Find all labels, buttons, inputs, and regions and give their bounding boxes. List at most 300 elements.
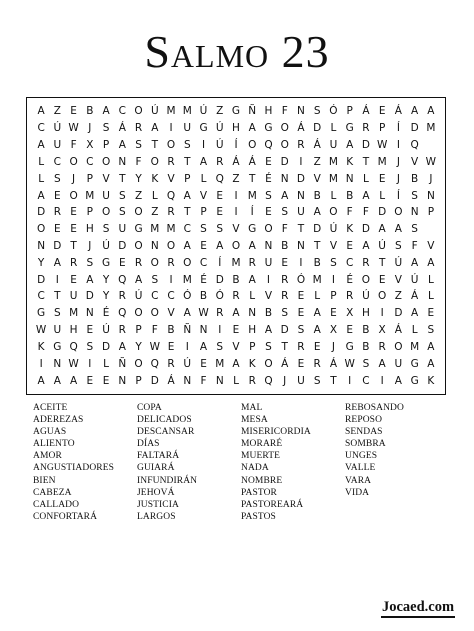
grid-cell[interactable]: Q — [166, 189, 176, 202]
grid-cell[interactable]: A — [362, 189, 370, 202]
grid-cell[interactable]: E — [86, 324, 94, 337]
grid-cell[interactable]: J — [429, 172, 433, 185]
grid-cell[interactable]: E — [378, 172, 386, 185]
grid-cell[interactable]: V — [427, 239, 435, 252]
grid-cell[interactable]: H — [232, 122, 240, 135]
grid-cell[interactable]: D — [102, 340, 111, 353]
grid-cell[interactable]: N — [345, 172, 354, 185]
grid-cell[interactable]: Ú — [199, 105, 208, 118]
grid-cell[interactable]: T — [70, 239, 77, 252]
grid-cell[interactable]: N — [85, 307, 94, 320]
grid-cell[interactable]: V — [232, 223, 240, 236]
grid-cell[interactable]: Ú — [183, 357, 192, 370]
grid-cell[interactable]: Ú — [215, 122, 224, 135]
grid-cell[interactable]: I — [169, 122, 173, 135]
grid-cell[interactable]: V — [329, 239, 338, 252]
grid-cell[interactable]: U — [102, 189, 110, 202]
grid-cell[interactable]: S — [313, 374, 321, 387]
grid-cell[interactable]: I — [396, 139, 400, 152]
grid-cell[interactable]: T — [184, 206, 191, 219]
grid-cell[interactable]: Ú — [378, 239, 386, 252]
grid-cell[interactable]: R — [167, 357, 175, 370]
grid-cell[interactable]: S — [151, 273, 159, 286]
grid-cell[interactable]: I — [234, 206, 238, 219]
grid-cell[interactable]: L — [151, 189, 158, 202]
grid-cell[interactable]: V — [102, 172, 110, 185]
grid-cell[interactable]: Y — [102, 290, 110, 303]
grid-cell[interactable]: O — [361, 273, 371, 286]
grid-cell[interactable]: R — [134, 256, 143, 269]
grid-cell[interactable]: S — [183, 139, 191, 152]
grid-cell[interactable]: I — [169, 273, 173, 286]
grid-cell[interactable]: Á — [394, 324, 402, 337]
grid-cell[interactable] — [423, 137, 439, 154]
grid-cell[interactable]: D — [361, 139, 370, 152]
grid-cell[interactable]: S — [265, 340, 272, 353]
grid-cell[interactable]: P — [249, 340, 256, 353]
grid-cell[interactable]: M — [426, 122, 436, 135]
grid-cell[interactable]: R — [167, 155, 175, 168]
grid-cell[interactable]: A — [183, 239, 191, 252]
grid-cell[interactable]: A — [248, 122, 256, 135]
grid-cell[interactable]: E — [232, 324, 240, 337]
grid-cell[interactable]: H — [85, 223, 94, 236]
grid-cell[interactable]: T — [378, 256, 386, 269]
grid-cell[interactable]: K — [346, 155, 354, 168]
grid-cell[interactable]: A — [216, 239, 224, 252]
grid-cell[interactable]: K — [248, 357, 256, 370]
grid-cell[interactable]: Ó — [215, 290, 224, 303]
grid-cell[interactable]: A — [378, 223, 386, 236]
grid-cell[interactable]: D — [37, 206, 46, 219]
grid-cell[interactable]: D — [394, 307, 403, 320]
grid-cell[interactable]: Ú — [394, 256, 403, 269]
grid-cell[interactable]: W — [35, 324, 47, 337]
grid-cell[interactable]: M — [69, 307, 79, 320]
grid-cell[interactable]: S — [297, 324, 305, 337]
grid-cell[interactable]: A — [427, 340, 435, 353]
grid-cell[interactable]: L — [362, 172, 369, 185]
grid-cell[interactable]: G — [345, 340, 354, 353]
grid-cell[interactable]: W — [198, 307, 209, 320]
grid-cell[interactable]: P — [330, 290, 337, 303]
grid-cell[interactable]: V — [394, 273, 402, 286]
grid-cell[interactable]: Ú — [134, 290, 143, 303]
grid-cell[interactable]: E — [70, 223, 77, 236]
grid-cell[interactable]: G — [410, 357, 419, 370]
grid-cell[interactable]: J — [88, 122, 92, 135]
grid-cell[interactable]: I — [299, 155, 303, 168]
grid-cell[interactable]: O — [134, 105, 143, 118]
grid-cell[interactable]: O — [264, 223, 273, 236]
grid-cell[interactable]: V — [167, 172, 175, 185]
grid-cell[interactable]: S — [118, 189, 126, 202]
grid-cell[interactable]: P — [135, 324, 142, 337]
grid-cell[interactable]: Q — [150, 357, 159, 370]
grid-cell[interactable]: E — [118, 256, 126, 269]
grid-cell[interactable]: M — [166, 105, 176, 118]
grid-cell[interactable]: A — [37, 105, 45, 118]
grid-cell[interactable]: P — [102, 139, 110, 152]
grid-cell[interactable]: I — [201, 139, 206, 152]
grid-cell[interactable]: O — [329, 206, 338, 219]
grid-cell[interactable]: I — [348, 374, 352, 387]
grid-cell[interactable]: J — [88, 239, 92, 252]
grid-cell[interactable]: Y — [135, 172, 142, 185]
grid-cell[interactable]: O — [280, 122, 289, 135]
grid-cell[interactable]: Ú — [215, 139, 224, 152]
grid-cell[interactable]: A — [86, 273, 94, 286]
grid-cell[interactable]: V — [232, 340, 240, 353]
grid-cell[interactable]: Ñ — [118, 357, 127, 370]
grid-cell[interactable]: Q — [118, 307, 127, 320]
grid-cell[interactable]: M — [150, 223, 160, 236]
grid-cell[interactable]: N — [248, 307, 257, 320]
grid-cell[interactable]: G — [264, 122, 273, 135]
grid-cell[interactable]: D — [313, 122, 322, 135]
grid-cell[interactable]: G — [345, 122, 354, 135]
grid-cell[interactable]: L — [411, 324, 418, 337]
grid-cell[interactable]: L — [233, 374, 239, 387]
grid-cell[interactable]: U — [329, 139, 338, 152]
grid-cell[interactable]: S — [330, 256, 337, 269]
grid-cell[interactable]: O — [134, 307, 143, 320]
grid-cell[interactable]: A — [313, 324, 321, 337]
grid-cell[interactable]: K — [151, 172, 159, 185]
grid-cell[interactable]: D — [280, 324, 289, 337]
grid-cell[interactable]: N — [297, 239, 305, 252]
grid-cell[interactable]: A — [199, 340, 208, 353]
grid-cell[interactable]: E — [378, 105, 386, 118]
grid-cell[interactable]: L — [38, 155, 45, 168]
grid-cell[interactable]: S — [54, 172, 61, 185]
grid-cell[interactable]: R — [297, 139, 305, 152]
grid-cell[interactable]: Ú — [150, 105, 159, 118]
grid-cell[interactable]: N — [215, 374, 224, 387]
grid-cell[interactable]: L — [427, 273, 434, 286]
grid-cell[interactable]: M — [377, 155, 387, 168]
grid-cell[interactable]: Ñ — [183, 324, 192, 337]
grid-cell[interactable]: I — [331, 273, 335, 286]
grid-cell[interactable]: H — [264, 105, 273, 118]
grid-cell[interactable]: Q — [69, 340, 78, 353]
grid-cell[interactable]: S — [86, 256, 94, 269]
grid-cell[interactable]: A — [411, 256, 419, 269]
grid-cell[interactable]: Ú — [102, 239, 110, 252]
grid-cell[interactable]: D — [296, 172, 305, 185]
grid-cell[interactable]: E — [297, 357, 305, 370]
grid-cell[interactable]: O — [69, 155, 78, 168]
grid-cell[interactable]: E — [86, 374, 94, 387]
grid-cell[interactable]: V — [264, 290, 273, 303]
grid-cell[interactable]: M — [247, 189, 257, 202]
grid-cell[interactable]: T — [151, 139, 158, 152]
grid-cell[interactable]: F — [281, 105, 288, 118]
grid-cell[interactable]: E — [265, 155, 272, 168]
grid-cell[interactable]: M — [231, 256, 241, 269]
grid-cell[interactable]: É — [102, 307, 110, 320]
grid-cell[interactable]: X — [329, 324, 338, 337]
grid-cell[interactable]: N — [297, 105, 305, 118]
grid-cell[interactable]: A — [313, 206, 321, 219]
grid-cell[interactable]: U — [297, 374, 305, 387]
grid-cell[interactable]: L — [38, 172, 45, 185]
grid-cell[interactable]: A — [151, 122, 159, 135]
grid-cell[interactable]: I — [55, 273, 59, 286]
grid-cell[interactable]: D — [37, 273, 46, 286]
grid-cell[interactable]: Í — [396, 189, 400, 202]
grid-cell[interactable]: C — [53, 155, 62, 168]
grid-cell[interactable]: E — [216, 189, 224, 202]
grid-cell[interactable]: S — [281, 206, 289, 219]
grid-cell[interactable]: K — [37, 340, 45, 353]
grid-cell[interactable]: X — [378, 324, 386, 337]
grid-cell[interactable]: N — [118, 155, 127, 168]
grid-cell[interactable]: F — [411, 239, 418, 252]
grid-cell[interactable]: A — [232, 357, 240, 370]
grid-cell[interactable]: H — [361, 307, 370, 320]
grid-cell[interactable]: R — [216, 307, 224, 320]
grid-cell[interactable]: V — [313, 172, 321, 185]
grid-cell[interactable]: O — [101, 206, 111, 219]
grid-cell[interactable]: F — [151, 324, 158, 337]
grid-cell[interactable]: R — [118, 290, 126, 303]
grid-cell[interactable]: G — [248, 223, 257, 236]
grid-cell[interactable]: N — [118, 374, 127, 387]
grid-cell[interactable]: W — [376, 139, 388, 152]
grid-cell[interactable]: Á — [232, 155, 240, 168]
grid-cell[interactable]: G — [199, 122, 208, 135]
grid-cell[interactable]: D — [361, 223, 370, 236]
grid-cell[interactable]: B — [86, 105, 94, 118]
grid-cell[interactable]: L — [314, 290, 321, 303]
grid-cell[interactable]: Ó — [183, 290, 192, 303]
grid-cell[interactable]: T — [362, 155, 370, 168]
grid-cell[interactable]: A — [427, 105, 435, 118]
grid-cell[interactable]: P — [86, 206, 93, 219]
grid-cell[interactable]: É — [200, 273, 207, 286]
grid-cell[interactable]: L — [103, 357, 109, 370]
grid-cell[interactable]: C — [199, 256, 208, 269]
grid-cell[interactable]: R — [248, 256, 256, 269]
grid-cell[interactable]: I — [234, 189, 238, 202]
grid-cell[interactable]: J — [331, 340, 335, 353]
grid-cell[interactable]: R — [118, 324, 126, 337]
grid-cell[interactable]: G — [231, 105, 241, 118]
grid-cell[interactable]: N — [426, 189, 435, 202]
grid-cell[interactable]: D — [53, 239, 62, 252]
grid-cell[interactable]: T — [184, 155, 191, 168]
grid-cell[interactable]: R — [313, 357, 321, 370]
grid-cell[interactable]: A — [411, 307, 419, 320]
grid-cell[interactable]: W — [425, 155, 437, 168]
grid-cell[interactable]: A — [411, 105, 419, 118]
grid-cell[interactable]: F — [281, 223, 288, 236]
grid-cell[interactable]: A — [70, 374, 78, 387]
grid-cell[interactable]: I — [39, 357, 43, 370]
grid-cell[interactable]: Á — [394, 105, 402, 118]
grid-cell[interactable]: M — [328, 172, 338, 185]
grid-cell[interactable]: E — [265, 206, 272, 219]
grid-cell[interactable]: J — [396, 172, 400, 185]
grid-cell[interactable]: E — [313, 340, 321, 353]
grid-cell[interactable]: O — [183, 256, 192, 269]
grid-cell[interactable]: E — [70, 273, 77, 286]
grid-cell[interactable]: C — [37, 122, 45, 135]
grid-cell[interactable]: S — [265, 189, 272, 202]
grid-cell[interactable]: U — [183, 122, 192, 135]
grid-cell[interactable]: N — [410, 206, 419, 219]
grid-cell[interactable]: Y — [37, 256, 45, 269]
grid-cell[interactable]: K — [346, 223, 354, 236]
grid-cell[interactable]: O — [134, 357, 143, 370]
grid-cell[interactable]: Z — [313, 155, 321, 168]
grid-cell[interactable]: S — [362, 357, 370, 370]
grid-cell[interactable]: P — [135, 374, 142, 387]
grid-cell[interactable]: U — [53, 139, 62, 152]
grid-cell[interactable]: Í — [250, 206, 254, 219]
grid-cell[interactable]: S — [427, 324, 435, 337]
grid-cell[interactable]: N — [183, 374, 192, 387]
grid-cell[interactable]: I — [380, 374, 384, 387]
grid-cell[interactable]: U — [394, 357, 403, 370]
grid-cell[interactable]: Á — [362, 105, 370, 118]
grid-cell[interactable]: Z — [53, 105, 61, 118]
grid-cell[interactable]: Ó — [329, 105, 338, 118]
grid-cell[interactable]: Á — [411, 290, 419, 303]
grid-cell[interactable]: R — [53, 206, 61, 219]
grid-cell[interactable]: U — [69, 290, 78, 303]
grid-cell[interactable]: I — [185, 340, 189, 353]
grid-cell[interactable]: E — [102, 374, 110, 387]
grid-cell[interactable]: T — [119, 172, 126, 185]
grid-cell[interactable]: R — [216, 155, 224, 168]
grid-cell[interactable]: Á — [313, 139, 321, 152]
grid-cell[interactable]: A — [248, 273, 256, 286]
grid-cell[interactable]: A — [134, 273, 143, 286]
grid-cell[interactable]: E — [330, 307, 337, 320]
grid-cell[interactable]: É — [346, 273, 353, 286]
grid-cell[interactable]: E — [54, 223, 61, 236]
grid-cell[interactable]: W — [68, 357, 79, 370]
grid-cell[interactable]: V — [199, 189, 208, 202]
grid-cell[interactable]: P — [86, 172, 93, 185]
grid-cell[interactable]: C — [86, 155, 94, 168]
grid-cell[interactable]: R — [362, 122, 370, 135]
grid-cell[interactable]: L — [379, 189, 386, 202]
grid-cell[interactable]: X — [86, 139, 94, 152]
grid-cell[interactable]: S — [118, 206, 126, 219]
grid-cell[interactable]: Á — [297, 122, 305, 135]
grid-cell[interactable]: S — [313, 105, 321, 118]
grid-cell[interactable]: A — [118, 340, 126, 353]
grid-cell[interactable]: W — [68, 122, 79, 135]
grid-cell[interactable]: I — [299, 256, 303, 269]
grid-cell[interactable]: D — [280, 155, 289, 168]
grid-cell[interactable]: A — [313, 307, 321, 320]
grid-cell[interactable]: E — [70, 105, 77, 118]
grid-cell[interactable]: M — [85, 189, 95, 202]
grid-cell[interactable]: L — [427, 290, 434, 303]
grid-cell[interactable]: N — [53, 357, 62, 370]
grid-cell[interactable]: O — [36, 223, 46, 236]
grid-cell[interactable]: Y — [102, 273, 110, 286]
grid-cell[interactable]: O — [166, 239, 176, 252]
grid-cell[interactable]: A — [362, 239, 370, 252]
grid-cell[interactable]: B — [313, 256, 321, 269]
grid-cell[interactable]: E — [297, 290, 305, 303]
grid-cell[interactable]: N — [37, 239, 46, 252]
grid-cell[interactable]: L — [249, 290, 256, 303]
grid-cell[interactable]: C — [37, 290, 45, 303]
grid-cell[interactable]: S — [135, 139, 142, 152]
grid-cell[interactable]: T — [54, 290, 61, 303]
grid-cell[interactable]: Q — [264, 139, 273, 152]
grid-cell[interactable]: É — [265, 172, 272, 185]
grid-cell[interactable]: O — [101, 155, 111, 168]
grid-cell[interactable]: Í — [218, 256, 222, 269]
grid-cell[interactable]: Z — [232, 172, 240, 185]
grid-cell[interactable]: A — [37, 189, 45, 202]
grid-cell[interactable]: E — [346, 324, 353, 337]
grid-cell[interactable]: L — [200, 172, 207, 185]
grid-cell[interactable]: A — [264, 324, 273, 337]
grid-cell[interactable]: I — [88, 357, 92, 370]
grid-cell[interactable]: F — [135, 155, 142, 168]
grid-cell[interactable]: C — [346, 256, 354, 269]
grid-cell[interactable]: D — [85, 290, 94, 303]
grid-cell[interactable]: B — [313, 189, 321, 202]
grid-cell[interactable]: G — [102, 256, 111, 269]
grid-cell[interactable]: A — [37, 139, 45, 152]
grid-cell[interactable]: N — [199, 324, 208, 337]
grid-cell[interactable]: A — [102, 105, 110, 118]
grid-cell[interactable]: B — [411, 172, 419, 185]
grid-cell[interactable]: A — [53, 256, 61, 269]
grid-cell[interactable]: R — [69, 256, 78, 269]
grid-cell[interactable]: P — [346, 105, 353, 118]
grid-cell[interactable]: Ú — [410, 273, 419, 286]
grid-cell[interactable]: U — [297, 206, 305, 219]
grid-cell[interactable]: Z — [216, 105, 224, 118]
grid-cell[interactable]: O — [231, 239, 241, 252]
grid-cell[interactable]: M — [182, 273, 192, 286]
grid-cell[interactable]: B — [346, 189, 354, 202]
grid-cell[interactable]: Ú — [53, 122, 62, 135]
grid-cell[interactable]: I — [380, 307, 384, 320]
grid-cell[interactable]: A — [37, 374, 45, 387]
grid-cell[interactable]: A — [394, 374, 402, 387]
grid-cell[interactable]: S — [216, 223, 224, 236]
grid-cell[interactable]: U — [118, 223, 127, 236]
grid-cell[interactable]: T — [313, 239, 321, 252]
grid-cell[interactable]: E — [346, 239, 353, 252]
grid-cell[interactable]: R — [167, 256, 175, 269]
grid-cell[interactable]: O — [150, 307, 159, 320]
grid-cell[interactable]: M — [410, 340, 420, 353]
grid-cell[interactable]: E — [297, 307, 305, 320]
grid-cell[interactable]: B — [281, 239, 289, 252]
grid-cell[interactable]: S — [86, 340, 94, 353]
grid-cell[interactable]: B — [199, 290, 208, 303]
grid-cell[interactable]: Á — [281, 357, 289, 370]
grid-cell[interactable]: O — [394, 340, 403, 353]
grid-cell[interactable]: S — [281, 307, 289, 320]
grid-cell[interactable]: G — [53, 340, 62, 353]
grid-cell[interactable]: Í — [396, 122, 400, 135]
grid-cell[interactable]: Á — [118, 122, 126, 135]
grid-cell[interactable]: J — [396, 155, 400, 168]
